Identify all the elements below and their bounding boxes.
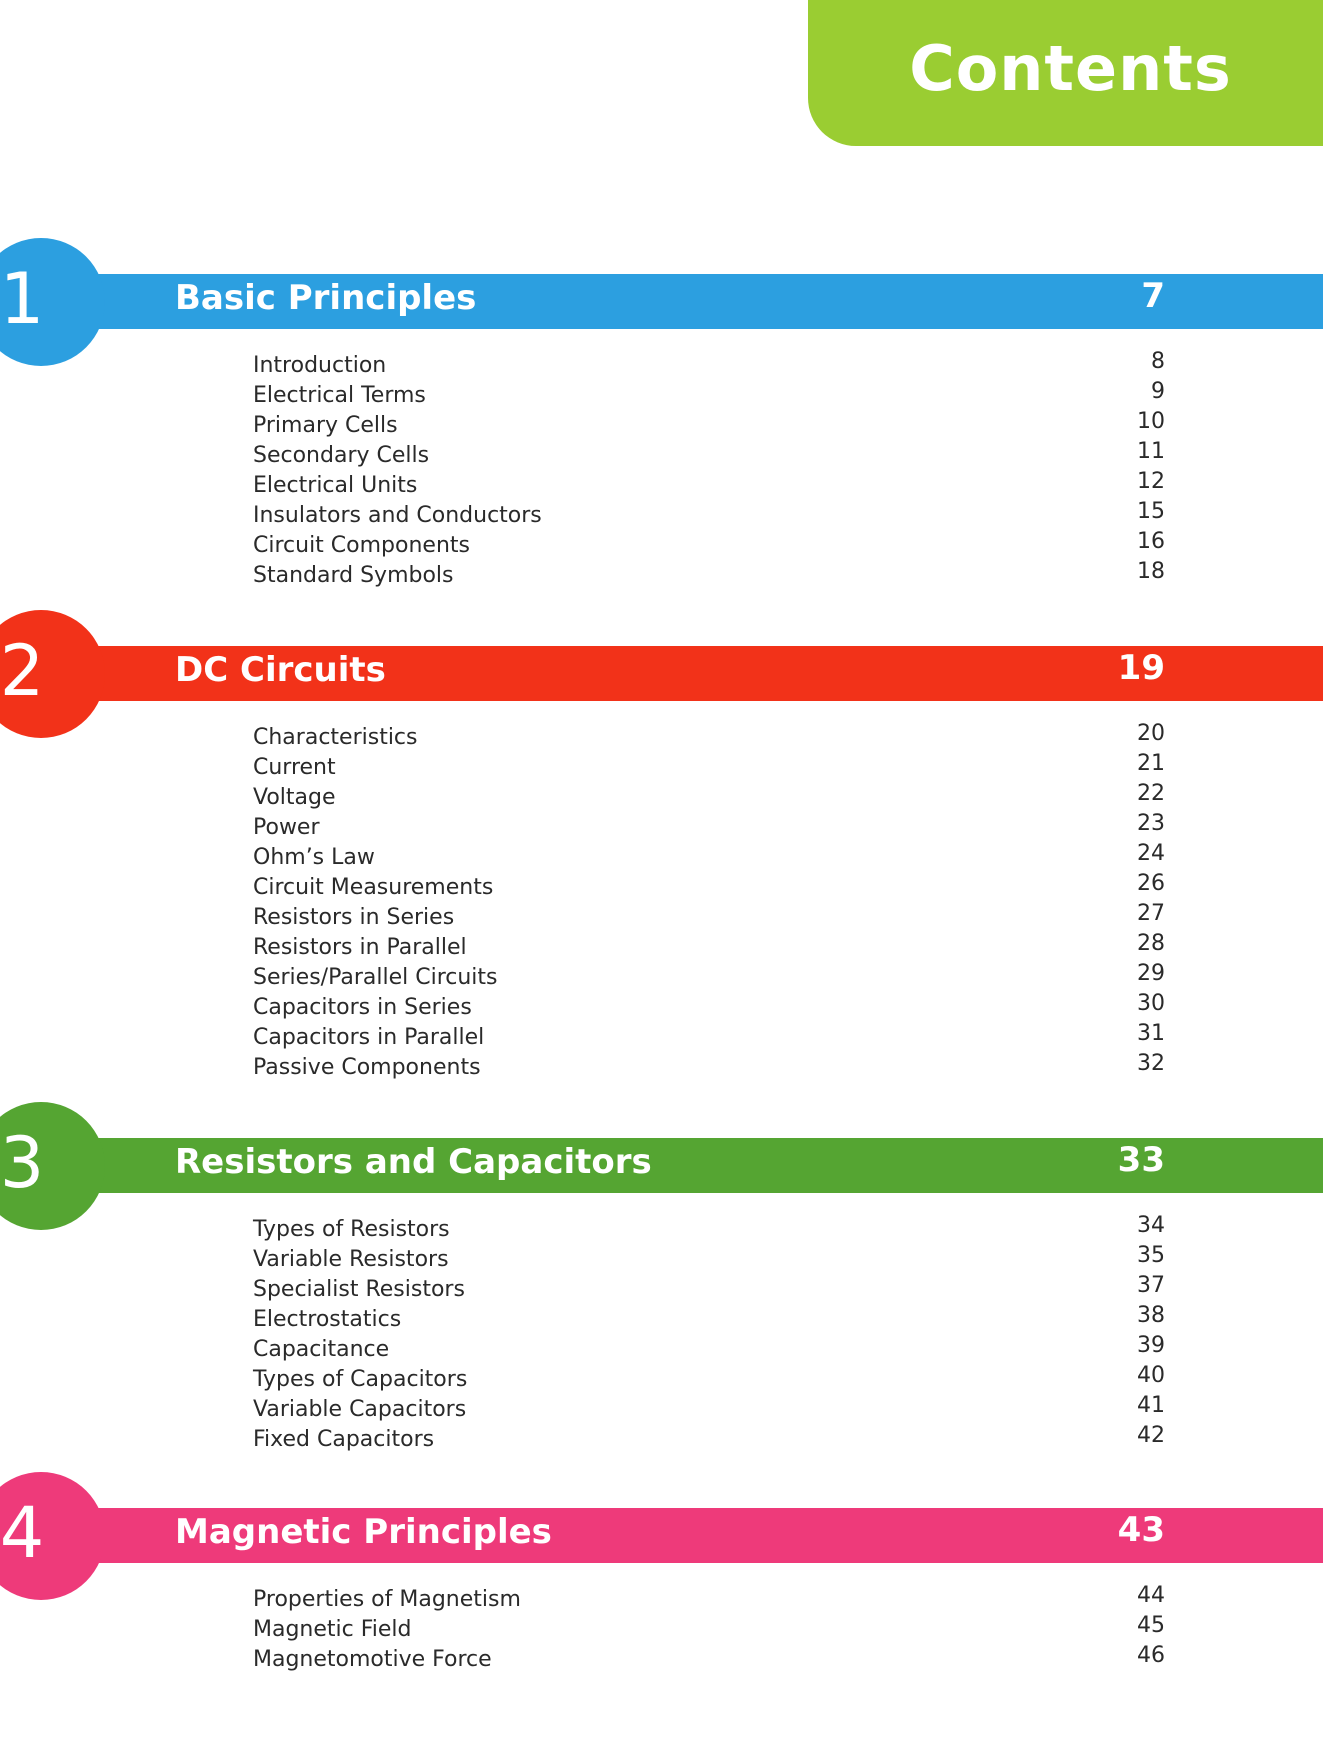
toc-entry[interactable] (253, 531, 1165, 561)
toc-entry-page: 27 (1137, 901, 1165, 926)
toc-entry-title: Passive Components (253, 1055, 481, 1080)
toc-entry-title: Types of Resistors (253, 1217, 450, 1242)
toc-entry[interactable] (253, 1053, 1165, 1083)
toc-entry-page: 11 (1137, 439, 1165, 464)
toc-entry-title: Resistors in Parallel (253, 935, 467, 960)
toc-entry-page: 20 (1137, 721, 1165, 746)
toc-entry-title: Current (253, 755, 336, 780)
toc-entry[interactable] (253, 723, 1165, 753)
page-title: Contents (909, 32, 1232, 105)
chapter-number: 2 (0, 630, 45, 712)
toc-entry-page: 28 (1137, 931, 1165, 956)
chapter-entries (253, 723, 1165, 1083)
toc-entry[interactable] (253, 1023, 1165, 1053)
toc-entry[interactable] (253, 1645, 1165, 1675)
toc-entry[interactable] (253, 993, 1165, 1023)
chapter-entries (253, 1585, 1165, 1675)
chapter-number: 1 (0, 258, 45, 340)
toc-entry-title: Capacitors in Parallel (253, 1025, 485, 1050)
toc-entry-page: 31 (1137, 1021, 1165, 1046)
toc-entry[interactable] (253, 1365, 1165, 1395)
toc-entry[interactable] (253, 1585, 1165, 1615)
toc-entry-title: Circuit Components (253, 533, 470, 558)
toc-entry-page: 34 (1137, 1213, 1165, 1238)
toc-entry-page: 37 (1137, 1273, 1165, 1298)
toc-entry-title: Voltage (253, 785, 336, 810)
toc-entry-title: Resistors in Series (253, 905, 455, 930)
toc-entry-page: 45 (1137, 1613, 1165, 1638)
toc-entry[interactable] (253, 1275, 1165, 1305)
toc-entry[interactable] (253, 1215, 1165, 1245)
toc-entry-title: Electrical Units (253, 473, 418, 498)
toc-entry-page: 32 (1137, 1051, 1165, 1076)
toc-entry[interactable] (253, 903, 1165, 933)
toc-entry-page: 21 (1137, 751, 1165, 776)
toc-entry-title: Properties of Magnetism (253, 1587, 521, 1612)
toc-entry-page: 22 (1137, 781, 1165, 806)
toc-entry-page: 9 (1151, 379, 1165, 404)
toc-entry-title: Introduction (253, 353, 387, 378)
toc-entry-page: 24 (1137, 841, 1165, 866)
toc-entry[interactable] (253, 783, 1165, 813)
chapter-page-number: 33 (1117, 1140, 1165, 1180)
toc-entry-title: Fixed Capacitors (253, 1427, 435, 1452)
toc-entry[interactable] (253, 813, 1165, 843)
toc-entry-page: 38 (1137, 1303, 1165, 1328)
toc-entry[interactable] (253, 441, 1165, 471)
toc-entry-title: Electrical Terms (253, 383, 426, 408)
chapter-number-badge (0, 1102, 105, 1230)
chapter-entries (253, 1215, 1165, 1455)
toc-entry-page: 39 (1137, 1333, 1165, 1358)
chapter-title[interactable]: Magnetic Principles (175, 1512, 552, 1552)
toc-entry[interactable] (253, 933, 1165, 963)
toc-entry[interactable] (253, 501, 1165, 531)
toc-entry[interactable] (253, 963, 1165, 993)
chapter-page-number: 43 (1117, 1510, 1165, 1550)
toc-entry-title: Variable Capacitors (253, 1397, 467, 1422)
toc-entry[interactable] (253, 1615, 1165, 1645)
toc-entry-title: Ohm’s Law (253, 845, 375, 870)
toc-entry[interactable] (253, 1395, 1165, 1425)
toc-entry-title: Magnetic Field (253, 1617, 412, 1642)
toc-entry[interactable] (253, 351, 1165, 381)
toc-entry-page: 16 (1137, 529, 1165, 554)
toc-entry-title: Insulators and Conductors (253, 503, 542, 528)
toc-entry[interactable] (253, 1305, 1165, 1335)
toc-entry-title: Specialist Resistors (253, 1277, 465, 1302)
toc-entry-page: 23 (1137, 811, 1165, 836)
toc-entry[interactable] (253, 381, 1165, 411)
toc-entry-page: 18 (1137, 559, 1165, 584)
toc-entry-title: Standard Symbols (253, 563, 454, 588)
chapter-title[interactable]: DC Circuits (175, 650, 386, 690)
toc-entry-page: 46 (1137, 1643, 1165, 1668)
toc-entry[interactable] (253, 1245, 1165, 1275)
chapter-number-badge (0, 610, 105, 738)
chapter-entries (253, 351, 1165, 591)
toc-entry-title: Capacitors in Series (253, 995, 472, 1020)
toc-entry-title: Secondary Cells (253, 443, 430, 468)
toc-entry-title: Characteristics (253, 725, 418, 750)
chapter-title[interactable]: Resistors and Capacitors (175, 1142, 652, 1182)
toc-entry-title: Circuit Measurements (253, 875, 494, 900)
toc-entry[interactable] (253, 561, 1165, 591)
toc-entry[interactable] (253, 873, 1165, 903)
chapter-page-number: 7 (1141, 276, 1165, 316)
toc-entry-page: 10 (1137, 409, 1165, 434)
chapter-number: 3 (0, 1122, 45, 1204)
toc-entry-page: 29 (1137, 961, 1165, 986)
chapter-number-badge (0, 238, 105, 366)
toc-entry-title: Power (253, 815, 320, 840)
toc-entry-page: 42 (1137, 1423, 1165, 1448)
toc-entry-page: 40 (1137, 1363, 1165, 1388)
toc-entry-title: Electrostatics (253, 1307, 402, 1332)
toc-entry-page: 35 (1137, 1243, 1165, 1268)
contents-header-tab (808, 0, 1323, 146)
toc-entry-page: 12 (1137, 469, 1165, 494)
toc-entry-title: Variable Resistors (253, 1247, 449, 1272)
toc-entry-title: Series/Parallel Circuits (253, 965, 498, 990)
toc-entry[interactable] (253, 1425, 1165, 1455)
toc-entry-title: Primary Cells (253, 413, 398, 438)
toc-entry-page: 44 (1137, 1583, 1165, 1608)
toc-entry-page: 15 (1137, 499, 1165, 524)
toc-entry-title: Types of Capacitors (253, 1367, 468, 1392)
toc-entry[interactable] (253, 843, 1165, 873)
chapter-page-number: 19 (1117, 648, 1165, 688)
toc-entry-page: 30 (1137, 991, 1165, 1016)
chapter-number-badge (0, 1472, 105, 1600)
toc-entry[interactable] (253, 411, 1165, 441)
toc-entry-title: Capacitance (253, 1337, 390, 1362)
toc-entry-page: 26 (1137, 871, 1165, 896)
chapter-title[interactable]: Basic Principles (175, 278, 477, 318)
toc-entry[interactable] (253, 471, 1165, 501)
toc-entry[interactable] (253, 753, 1165, 783)
chapter-number: 4 (0, 1492, 45, 1574)
toc-entry[interactable] (253, 1335, 1165, 1365)
toc-entry-title: Magnetomotive Force (253, 1647, 492, 1672)
toc-entry-page: 8 (1151, 349, 1165, 374)
toc-entry-page: 41 (1137, 1393, 1165, 1418)
